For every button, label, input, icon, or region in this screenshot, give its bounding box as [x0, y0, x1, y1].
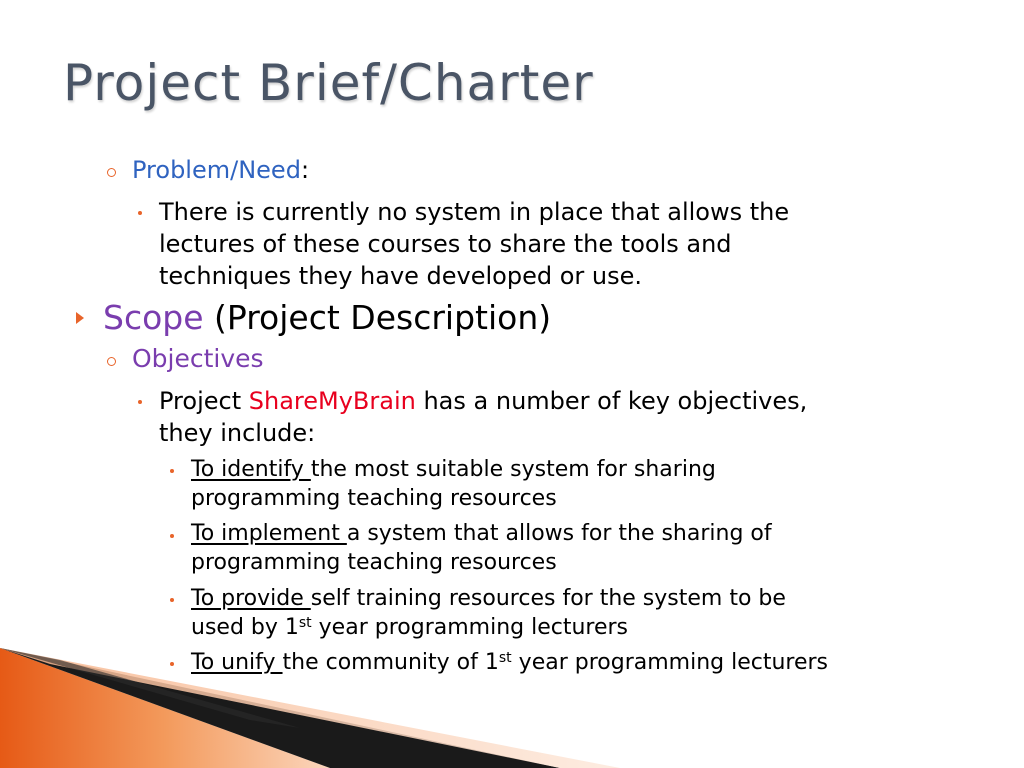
problem-text-line-1: There is currently no system in place that allows the	[159, 198, 790, 226]
objective-item-4-line-1	[191, 650, 828, 675]
objective-4-text-post: year programming lecturers	[511, 650, 829, 675]
objective-item-2-line-1	[191, 521, 772, 546]
brand-name: ShareMyBrain	[248, 387, 416, 415]
problem-colon: :	[300, 156, 310, 184]
objective-2-verb: To implement	[191, 521, 347, 546]
dot-bullet	[138, 400, 142, 404]
objectives-intro-line-2: they include:	[159, 419, 316, 447]
objective-item-1-line-2: programming teaching resources	[191, 486, 557, 511]
objective-1-text: the most suitable system for sharing	[310, 457, 716, 482]
objective-1-verb: To identify	[191, 457, 311, 482]
scope-heading: Scope	[103, 298, 204, 337]
slide-title: Project Brief/Charter	[63, 54, 594, 112]
dot-bullet	[138, 211, 142, 215]
scope-line	[103, 298, 551, 337]
intro-suffix: has a number of key objectives,	[415, 387, 808, 415]
objective-4-text-pre: the community of 1	[282, 650, 499, 675]
problem-text-line-2: lectures of these courses to share the tools and	[159, 230, 732, 258]
intro-prefix: Project	[159, 387, 249, 415]
objective-item-1-line-1	[191, 457, 716, 482]
problem-heading-line	[132, 156, 309, 184]
problem-heading: Problem/Need	[132, 156, 301, 184]
objective-3-verb: To provide	[191, 586, 311, 611]
objectives-intro-line-1	[159, 387, 807, 415]
objective-2-text: a system that allows for the sharing of	[346, 521, 772, 546]
objective-4-verb: To unify	[191, 650, 283, 675]
objective-item-3-line-2	[191, 615, 628, 640]
objective-3-line2-post: year programming lecturers	[311, 615, 629, 640]
dot-bullet	[170, 662, 174, 666]
objective-item-3-line-1	[191, 586, 786, 611]
objective-item-2-line-2: programming teaching resources	[191, 550, 557, 575]
problem-text-line-3: techniques they have developed or use.	[159, 262, 643, 290]
objective-3-line2-pre: used by 1	[191, 615, 299, 640]
dot-bullet	[170, 598, 174, 602]
circle-bullet	[107, 168, 116, 177]
ordinal-suffix: st	[498, 650, 512, 666]
circle-bullet	[107, 357, 116, 366]
ordinal-suffix: st	[298, 615, 312, 631]
dot-bullet	[170, 534, 174, 538]
dot-bullet	[170, 469, 174, 473]
objectives-heading: Objectives	[132, 344, 264, 373]
objective-3-text: self training resources for the system to be	[310, 586, 786, 611]
triangle-bullet	[76, 312, 84, 324]
scope-subtitle: (Project Description)	[203, 298, 552, 337]
